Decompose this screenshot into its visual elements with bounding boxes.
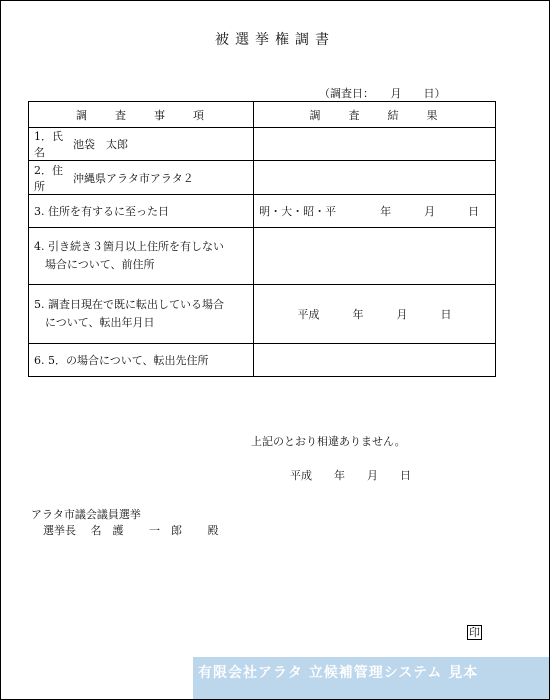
sample-watermark: 有限会社アラタ 立候補管理システム 見本 <box>198 665 479 681</box>
address-value: 沖縄県アラタ市アラタ２ <box>73 161 254 195</box>
attestation-statement: 上記のとおり相違ありません。 <box>251 435 406 448</box>
row-label-destination: 6. 5．の場合について、転出先住所 <box>29 344 254 377</box>
table-row <box>29 128 496 161</box>
document-title: 被選挙権調書 <box>215 32 335 48</box>
result-destination <box>254 344 496 377</box>
signature-date: 平成 年 月 日 <box>290 469 411 482</box>
survey-table <box>28 101 496 377</box>
name-value: 池袋 太郎 <box>73 128 254 161</box>
table-row <box>29 195 496 228</box>
table-row <box>29 344 496 377</box>
header-item: 調 査 事 項 <box>29 102 254 128</box>
result-address <box>254 161 496 195</box>
table-row <box>29 228 496 285</box>
result-name <box>254 128 496 161</box>
row-label-moved-out-date: 5. 調査日現在で既に転出している場合 について、転出年月日 <box>29 285 254 344</box>
addressee-election: アラタ市議会議員選挙 <box>31 508 141 521</box>
result-moved-out-date: 平成 年 月 日 <box>254 285 496 344</box>
result-residence-since: 明・大・昭・平 年 月 日 <box>254 195 496 228</box>
table-row <box>29 285 496 344</box>
row-label-name: 1．氏名 <box>29 128 74 161</box>
survey-date-field: （調査日： 月 日） <box>319 87 446 100</box>
row-label-previous-address: 4. 引き続き３箇月以上住所を有しない 場合について、前住所 <box>29 228 254 285</box>
seal-mark: 印 <box>469 626 480 639</box>
result-previous-address <box>254 228 496 285</box>
row-label-residence-since: 3. 住所を有するに至った日 <box>29 195 254 228</box>
row-label-address: 2．住所 <box>29 161 74 195</box>
header-result: 調 査 結 果 <box>254 102 496 128</box>
table-row <box>29 161 496 195</box>
addressee-official: 選挙長 名 護 一 郎 殿 <box>43 524 219 537</box>
table-header-row <box>29 102 496 128</box>
